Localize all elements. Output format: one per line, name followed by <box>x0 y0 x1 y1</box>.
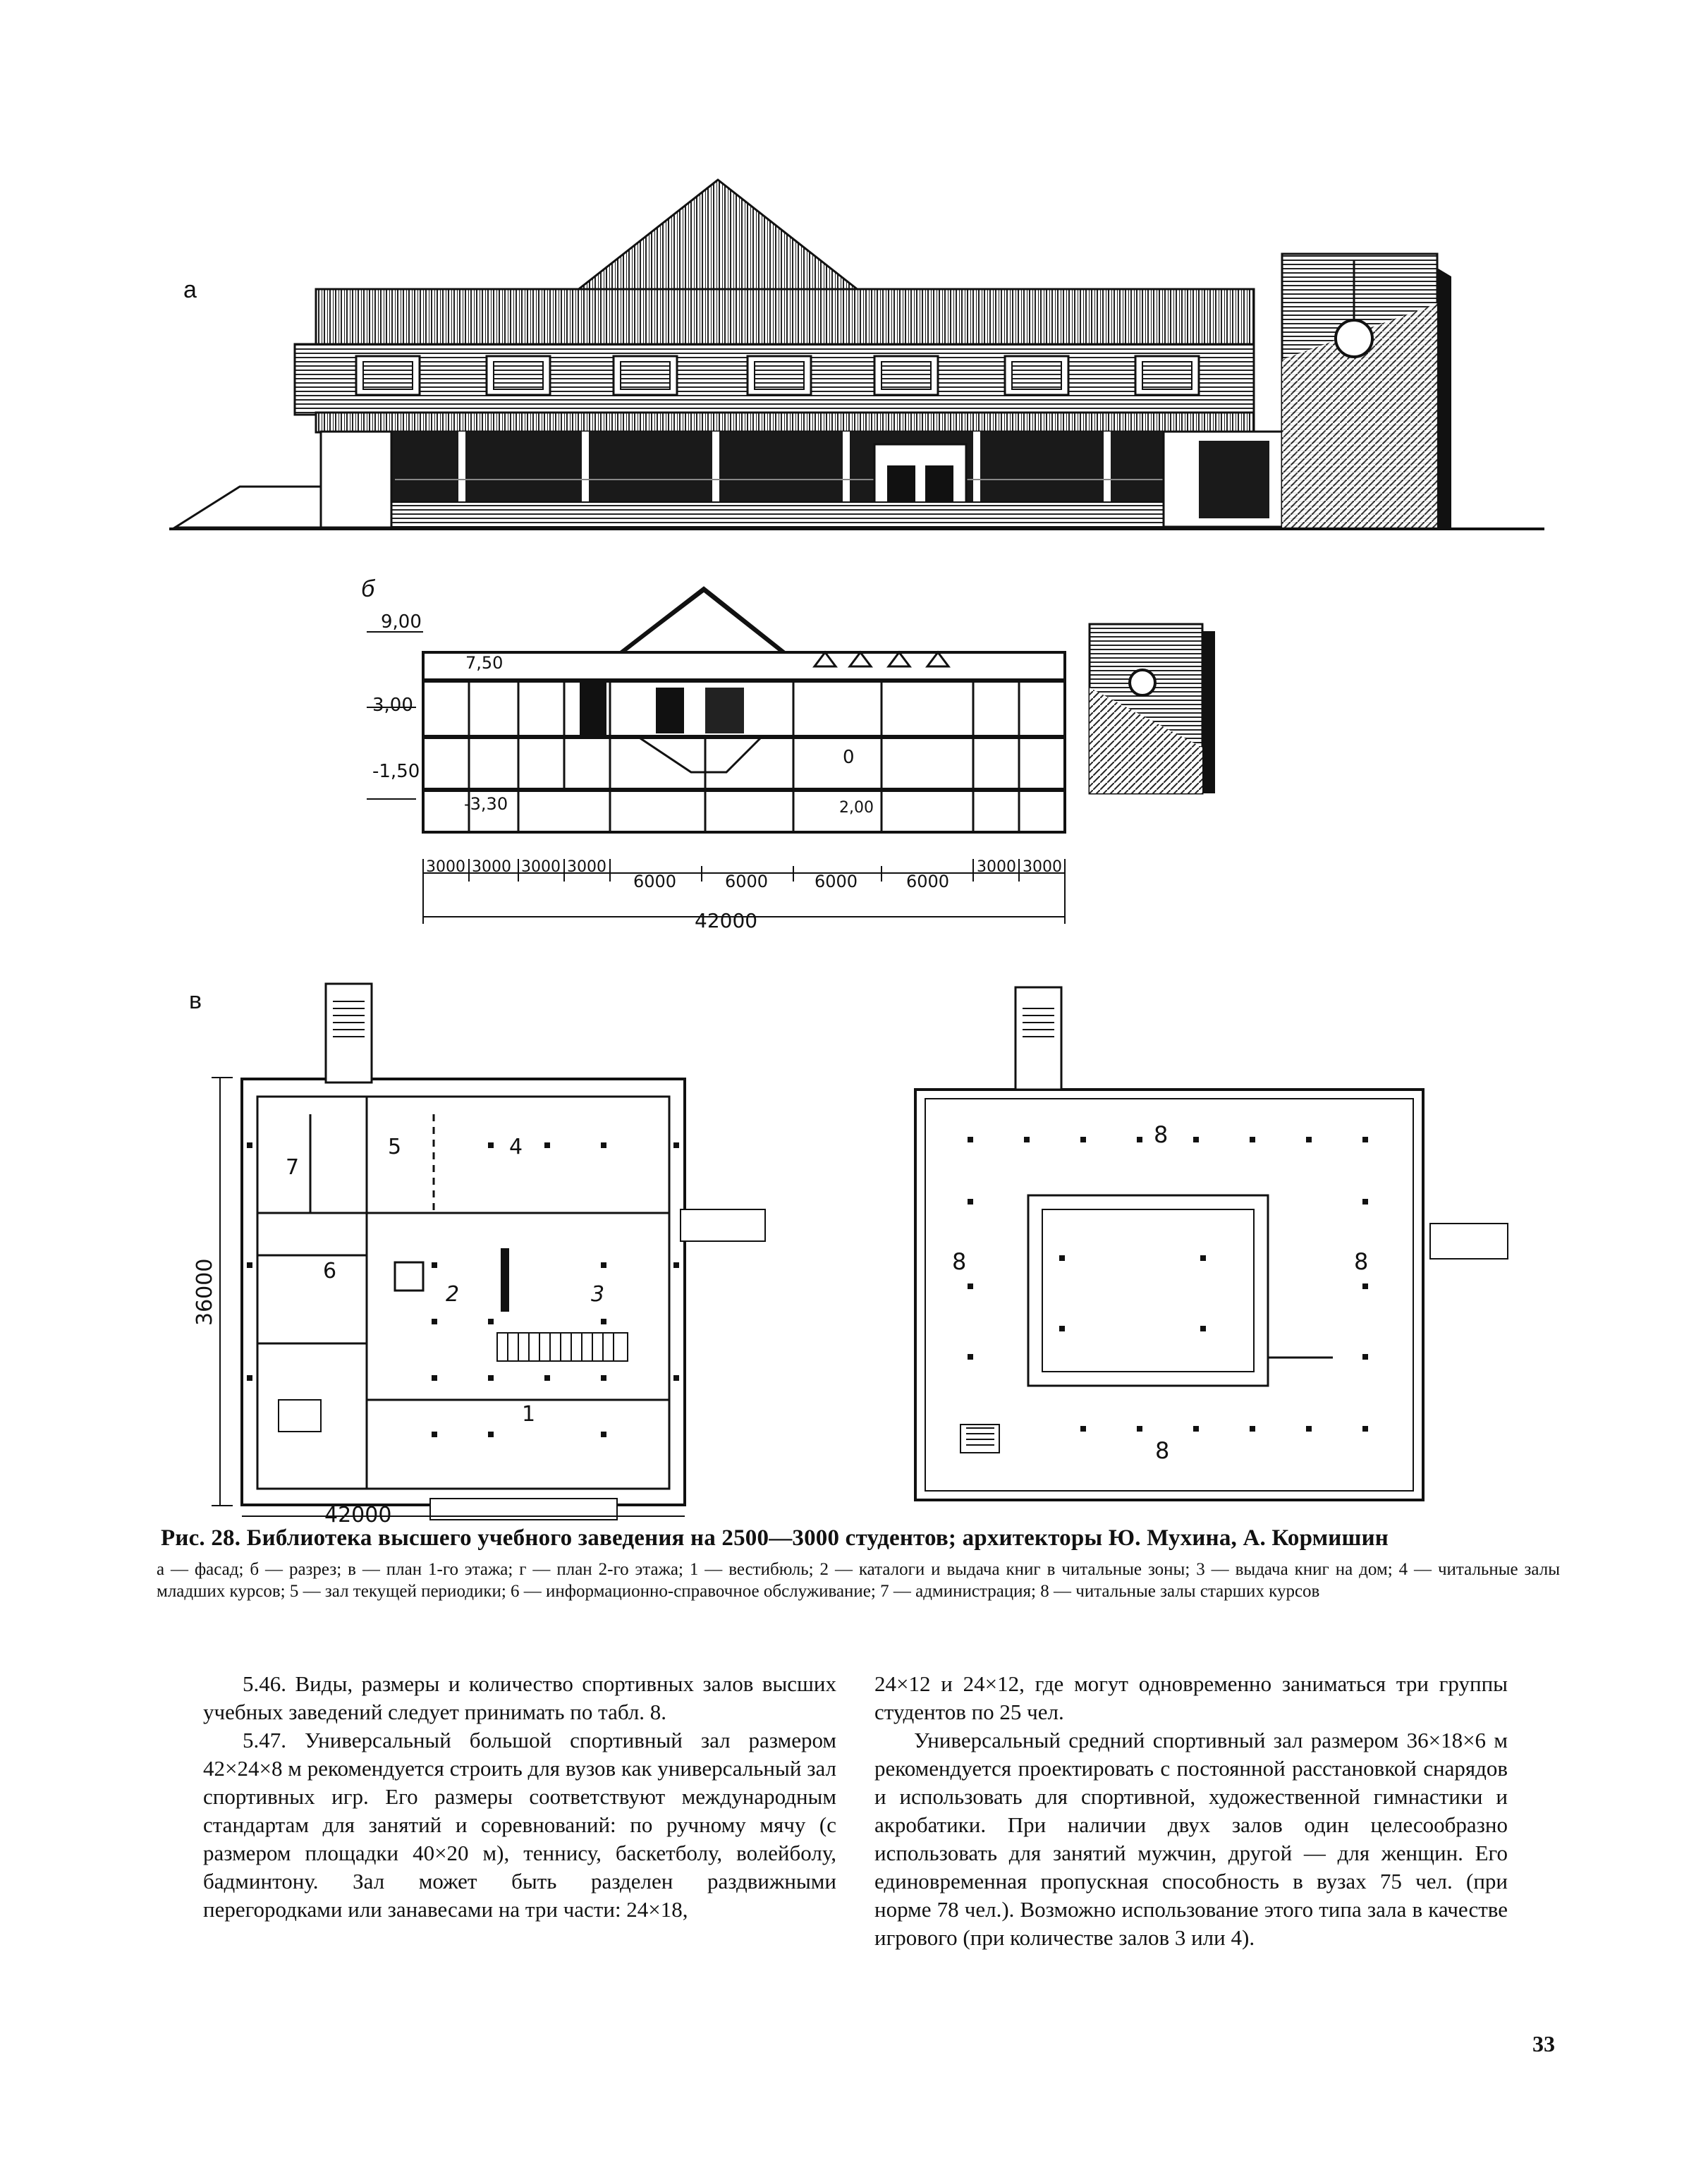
dim-6000-2: 6000 <box>725 872 769 891</box>
dim-3000-3: 3000 <box>521 858 561 876</box>
dim-3000-6: 3000 <box>1023 858 1062 876</box>
paragraph-5-46: 5.46. Виды, размеры и количество спортивных залов высших учебных заведений следует принимать по табл. 8. <box>203 1671 836 1724</box>
dim-3000-1: 3000 <box>426 858 465 876</box>
dim-3000-5: 3000 <box>977 858 1016 876</box>
level-900: 9,00 <box>381 611 422 633</box>
plan-dim-height: 36000 <box>193 1258 217 1326</box>
plan1-room-5: 5 <box>388 1135 402 1159</box>
plan1-room-2: 2 <box>446 1282 460 1307</box>
plan2-room-8-top: 8 <box>1154 1121 1169 1148</box>
plan2-room-8-bottom: 8 <box>1155 1437 1170 1464</box>
dim-6000-1: 6000 <box>633 872 677 891</box>
level-300: 3,00 <box>372 695 413 716</box>
dim-3000-2: 3000 <box>472 858 511 876</box>
paragraph-medium-hall: Универсальный средний спортивный зал размером 36×18×6 м рекомендуется проектировать с постоянной расстановкой снарядов и использовать для спортивной, художественной гимнастики и акробатики. При наличии двух залов один целесообразно использовать для занятий мужчин, другой — для женщин. Его единовременная пропускная способность в вузах 75 чел. (при норме 78 чел.). Возможно использование этого типа зала в качестве игрового (при количестве залов 3 или 4). <box>874 1728 1508 1950</box>
page-number: 33 <box>1532 2031 1555 2056</box>
dim-total-section: 42000 <box>695 909 758 932</box>
figure-label-v: в <box>189 987 202 1014</box>
figure-caption-legend: а — фасад; б — разрез; в — план 1-го этажа; г — план 2-го этажа; 1 — вестибюль; 2 — каталоги и выдача книг в читальные зоны; 3 — выдача книг на дом; 4 — читальные залы младших курсов; 5 — зал текущей периодики; 6 — информационно-справочное обслуживание; 7 — администрация; 8 — читальные залы старших курсов <box>157 1560 1560 1601</box>
level-0: 0 <box>843 747 855 768</box>
plan2-room-8-left: 8 <box>952 1248 967 1275</box>
figure-label-a: а <box>183 276 197 303</box>
dim-6000-4: 6000 <box>906 872 950 891</box>
level-neg150: -1,50 <box>372 761 420 782</box>
plan2-room-8-right: 8 <box>1354 1248 1369 1275</box>
figure-caption-title: Рис. 28. Библиотека высшего учебного заведения на 2500—3000 студентов; архитекторы Ю. Мухина, А. Кормишин <box>161 1525 1389 1551</box>
plan1-room-3: 3 <box>591 1282 605 1307</box>
plan-dim-width: 42000 <box>324 1503 392 1527</box>
plan1-room-6: 6 <box>323 1259 337 1283</box>
level-neg330: -3,30 <box>464 794 508 814</box>
dim-6000-3: 6000 <box>815 872 858 891</box>
plan1-room-1: 1 <box>522 1402 536 1427</box>
figure-label-b: б <box>361 575 375 602</box>
plan1-room-7: 7 <box>286 1155 300 1180</box>
level-200: 2,00 <box>839 799 874 817</box>
plan1-room-4: 4 <box>509 1135 523 1159</box>
paragraph-5-47: 5.47. Универсальный большой спортивный зал размером 42×24×8 м рекомендуется строить для вузов как универсальный зал спортивных игр. Его размеры соответствуют международным стандартам для занятий и соревнований: по ручному мячу (с размером площадки 40×20 м), теннису, баскетболу, волейболу, бадминтону. Зал может быть разделен раздвижными перегородками или занавесами на три части: 24×18, <box>203 1728 836 1922</box>
text-column-right <box>874 1670 1508 1952</box>
dim-3000-4: 3000 <box>567 858 606 876</box>
paragraph-5-47-continued: 24×12 и 24×12, где могут одновременно заниматься три группы студентов по 25 чел. <box>874 1671 1508 1724</box>
text-column-left <box>203 1670 836 1924</box>
level-750: 7,50 <box>465 653 504 673</box>
